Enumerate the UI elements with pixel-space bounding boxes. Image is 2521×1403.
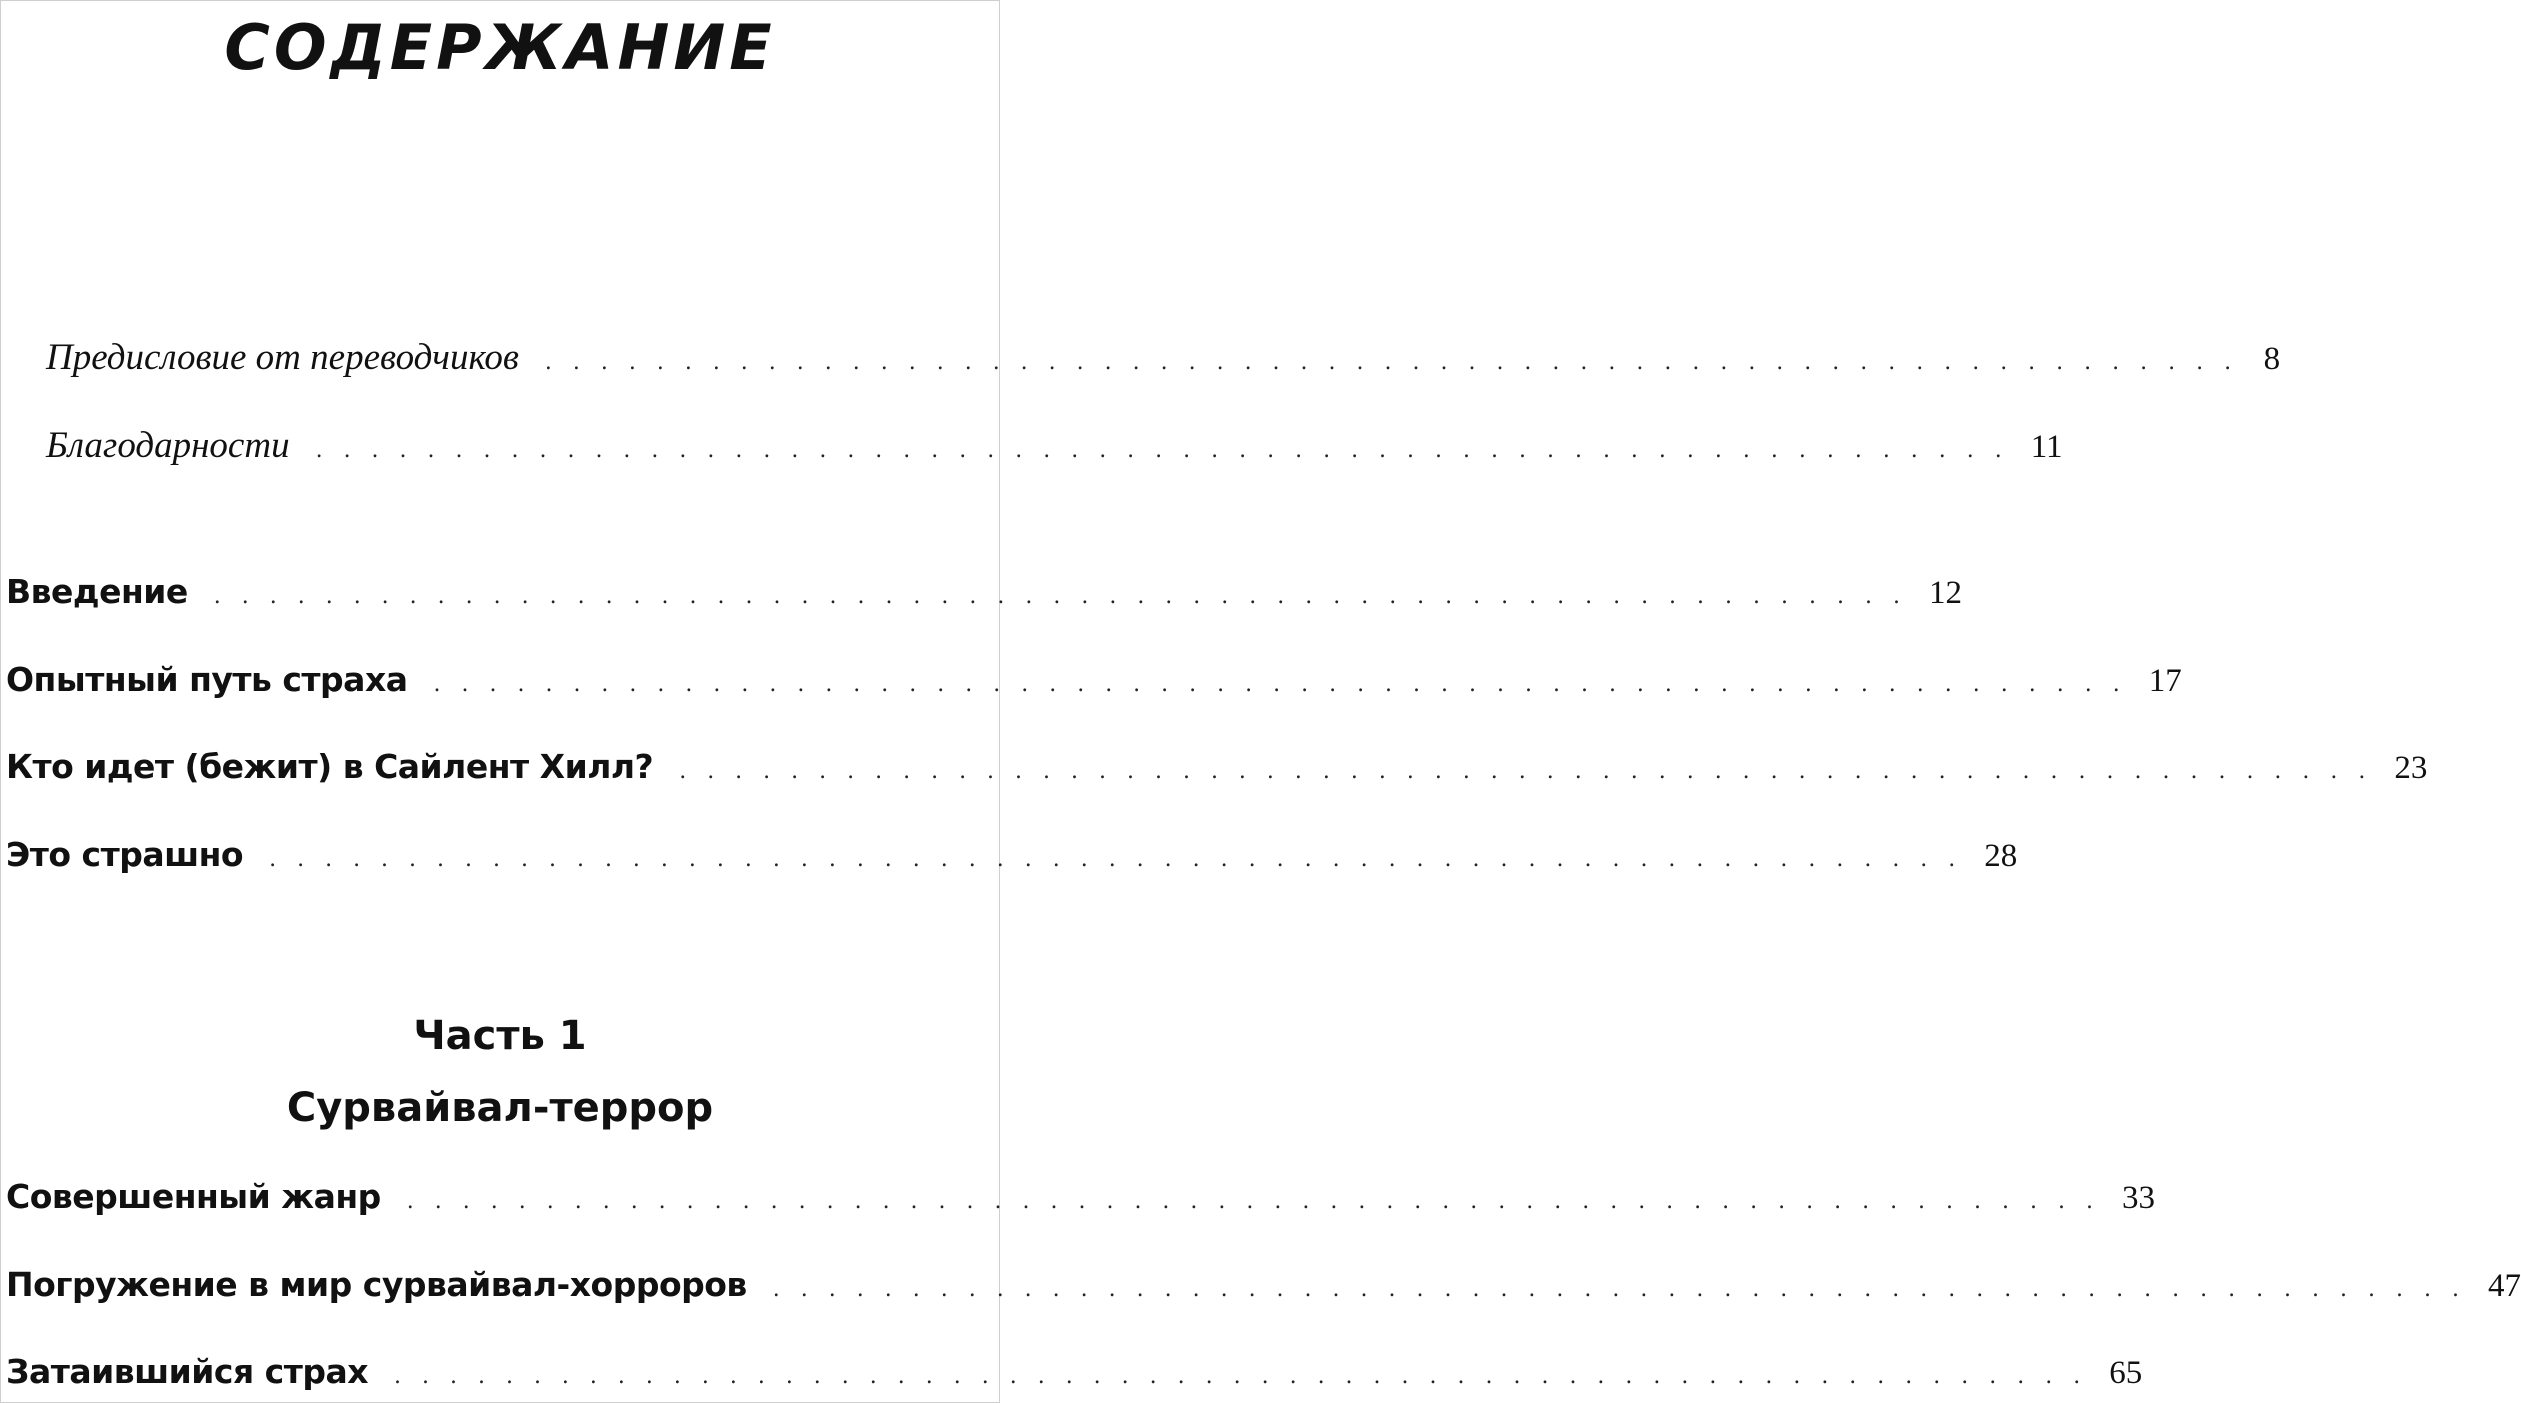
toc-entry-label: Введение: [6, 572, 188, 611]
toc-entry-label: Затаившийся страх: [6, 1352, 369, 1391]
dot-leader: . . . . . . . . . . . . . . . . . . . . . . . . . . . . . . . . . . . . . . . . . . . . . . . . . . . . . . . . . . . . .: [394, 1364, 2088, 1389]
dot-leader: . . . . . . . . . . . . . . . . . . . . . . . . . . . . . . . . . . . . . . . . . . . . . . . . . . . . . . . . . . . . .: [213, 584, 1907, 609]
toc-entry-chapter[interactable]: [6, 1265, 2521, 1305]
toc-entry-chapter[interactable]: [6, 660, 2182, 700]
toc-entry-page-number: 8: [2263, 341, 2281, 377]
toc-entry-chapter[interactable]: [6, 1352, 2143, 1392]
toc-entry-page-number: 47: [2487, 1268, 2521, 1304]
toc-entry-page-number: 28: [1984, 838, 2018, 874]
toc-entry-label: Погружение в мир сурвайвал-хорроров: [6, 1265, 747, 1304]
dot-leader: . . . . . . . . . . . . . . . . . . . . . . . . . . . . . . . . . . . . . . . . . . . . . . . . . . . . . . . . . . . . .: [406, 1189, 2100, 1214]
dot-leader: . . . . . . . . . . . . . . . . . . . . . . . . . . . . . . . . . . . . . . . . . . . . . . . . . . . . . . . . . . . . .: [269, 847, 1963, 872]
part-title-heading: Сурвайвал-террор: [286, 1085, 714, 1131]
toc-entry-label: Кто идет (бежит) в Сайлент Хилл?: [6, 747, 654, 786]
toc-entry-chapter[interactable]: [6, 747, 2428, 787]
toc-entry-chapter[interactable]: [6, 835, 2018, 875]
toc-entry-chapter[interactable]: [6, 1177, 2155, 1217]
toc-entry-page-number: 33: [2121, 1180, 2155, 1216]
toc-entry-page-number: 11: [2030, 429, 2063, 465]
dot-leader: . . . . . . . . . . . . . . . . . . . . . . . . . . . . . . . . . . . . . . . . . . . . . . . . . . . . . . . . . . . . .: [433, 672, 2127, 697]
toc-entry-label: Совершенный жанр: [6, 1177, 381, 1216]
dot-leader: . . . . . . . . . . . . . . . . . . . . . . . . . . . . . . . . . . . . . . . . . . . . . . . . . . . . . . . . . . . . .: [772, 1277, 2466, 1302]
part-number-heading: Часть 1: [413, 1013, 587, 1059]
toc-entry-acknowledgements[interactable]: [46, 424, 2063, 467]
toc-entry-label: Благодарности: [46, 425, 290, 466]
dot-leader: . . . . . . . . . . . . . . . . . . . . . . . . . . . . . . . . . . . . . . . . . . . . . . . . . . . . . . . . . . . . .: [315, 438, 2009, 463]
page-title: СОДЕРЖАНИЕ: [224, 11, 776, 84]
toc-entry-label: Опытный путь страха: [6, 660, 408, 699]
toc-entry-introduction[interactable]: [6, 572, 1962, 612]
dot-leader: . . . . . . . . . . . . . . . . . . . . . . . . . . . . . . . . . . . . . . . . . . . . . . . . . . . . . . . . . . . . .: [544, 350, 2239, 375]
toc-entry-label: Предисловие от переводчиков: [46, 337, 519, 378]
toc-entry-page-number: 23: [2394, 750, 2428, 786]
toc-entry-preface[interactable]: [46, 336, 2281, 379]
toc-entry-page-number: 65: [2109, 1355, 2143, 1391]
toc-entry-page-number: 12: [1928, 575, 1962, 611]
toc-entry-page-number: 17: [2148, 663, 2182, 699]
toc-entry-label: Это страшно: [6, 835, 244, 874]
dot-leader: . . . . . . . . . . . . . . . . . . . . . . . . . . . . . . . . . . . . . . . . . . . . . . . . . . . . . . . . . . . . .: [679, 759, 2373, 784]
